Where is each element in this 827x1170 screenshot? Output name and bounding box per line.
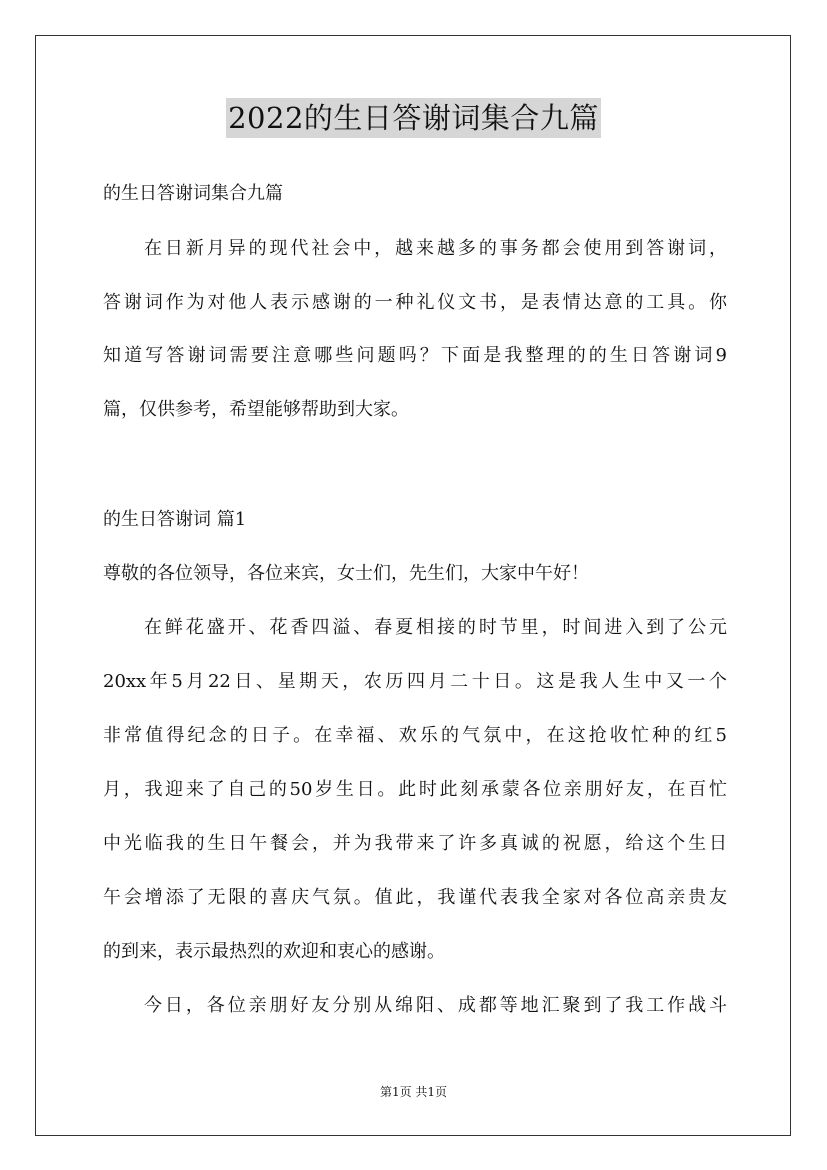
- document-title: 2022的生日答谢词集合九篇: [226, 98, 601, 138]
- body-line-1: 在鲜花盛开、花香四溢、春夏相接的时节里，时间进入到了公元: [144, 617, 727, 638]
- body-line-8: 今日，各位亲朋好友分别从绵阳、成都等地汇聚到了我工作战斗: [144, 995, 727, 1016]
- subtitle: 的生日答谢词集合九篇: [103, 183, 283, 204]
- body-line-3: 非常值得纪念的日子。在幸福、欢乐的气氛中，在这抢收忙种的红5: [103, 725, 727, 746]
- title-container: [0, 98, 827, 138]
- intro-line-1: 在日新月异的现代社会中，越来越多的事务都会使用到答谢词，: [144, 238, 727, 259]
- salutation: 尊敬的各位领导，各位来宾，女士们，先生们，大家中午好！: [103, 563, 589, 584]
- page-footer: 第1页 共1页: [379, 1085, 448, 1099]
- intro-line-2: 答谢词作为对他人表示感谢的一种礼仪文书，是表情达意的工具。你: [103, 292, 727, 313]
- body-line-5: 中光临我的生日午餐会，并为我带来了许多真诚的祝愿，给这个生日: [103, 833, 727, 854]
- body-line-6: 午会增添了无限的喜庆气氛。值此，我谨代表我全家对各位高亲贵友: [103, 887, 727, 908]
- body-line-7: 的到来，表示最热烈的欢迎和衷心的感谢。: [103, 941, 445, 962]
- section-heading: 的生日答谢词 篇1: [103, 509, 247, 530]
- intro-line-4: 篇，仅供参考，希望能够帮助到大家。: [103, 399, 409, 420]
- body-line-2: 20xx年5月22日、星期天，农历四月二十日。这是我人生中又一个: [103, 671, 727, 692]
- intro-line-3: 知道写答谢词需要注意哪些问题吗？下面是我整理的的生日答谢词9: [103, 345, 727, 366]
- body-line-4: 月，我迎来了自己的50岁生日。此时此刻承蒙各位亲朋好友，在百忙: [103, 779, 727, 800]
